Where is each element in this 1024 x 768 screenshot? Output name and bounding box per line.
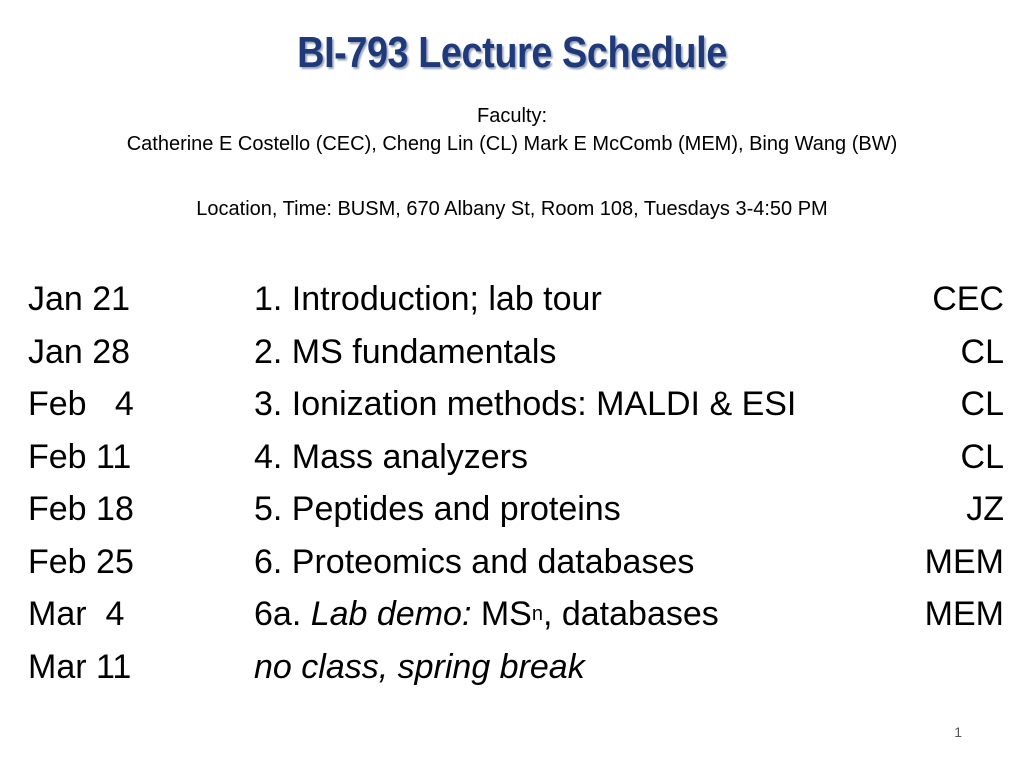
row-topic: 6. Proteomics and databases [254,542,695,581]
row-date: Jan 28 [28,332,131,371]
schedule-row [28,646,1008,699]
faculty-block [0,102,1024,158]
row-date: Feb 25 [28,542,134,581]
page-number: 1 [954,724,962,740]
row-topic: 5. Peptides and proteins [254,490,621,528]
row-instructor: CL [960,332,1004,371]
topic-ms: MS [471,595,532,633]
topic-prefix: 6a. [254,595,311,633]
schedule-row [28,383,1008,436]
row-instructor: CL [960,385,1004,423]
row-topic: no class, spring break [254,647,585,686]
row-date: Feb 18 [28,490,134,528]
slide-title: BI-793 Lecture Schedule [297,28,727,77]
topic-superscript: n [531,603,543,625]
row-instructor: CEC [932,280,1004,318]
row-topic: 2. MS fundamentals [254,332,557,371]
row-instructor: MEM [924,595,1004,633]
row-instructor: JZ [966,490,1004,528]
topic-italic: Lab demo: [310,595,472,633]
row-topic [254,593,719,635]
row-date: Mar 4 [28,595,125,633]
row-date: Jan 21 [28,280,131,318]
row-date: Mar 11 [28,647,132,686]
schedule-table [28,278,1008,698]
row-date: Feb 4 [28,385,134,423]
row-topic: 4. Mass analyzers [254,437,528,476]
row-instructor: MEM [924,542,1004,581]
schedule-row [28,278,1008,331]
row-instructor: CL [960,437,1004,476]
schedule-row [28,593,1008,646]
faculty-names: Catherine E Costello (CEC), Cheng Lin (CL) Mark E McComb (MEM), Bing Wang (BW) [126,133,898,155]
schedule-row [28,541,1008,594]
row-topic: 1. Introduction; lab tour [254,280,602,318]
row-date: Feb 11 [28,437,132,476]
schedule-row [28,331,1008,384]
schedule-row [28,436,1008,489]
topic-suffix: , databases [542,595,719,633]
faculty-label: Faculty: [476,105,548,127]
schedule-row [28,488,1008,541]
row-topic: 3. Ionization methods: MALDI & ESI [254,385,797,423]
location-time: Location, Time: BUSM, 670 Albany St, Room 108, Tuesdays 3-4:50 PM [196,198,828,220]
